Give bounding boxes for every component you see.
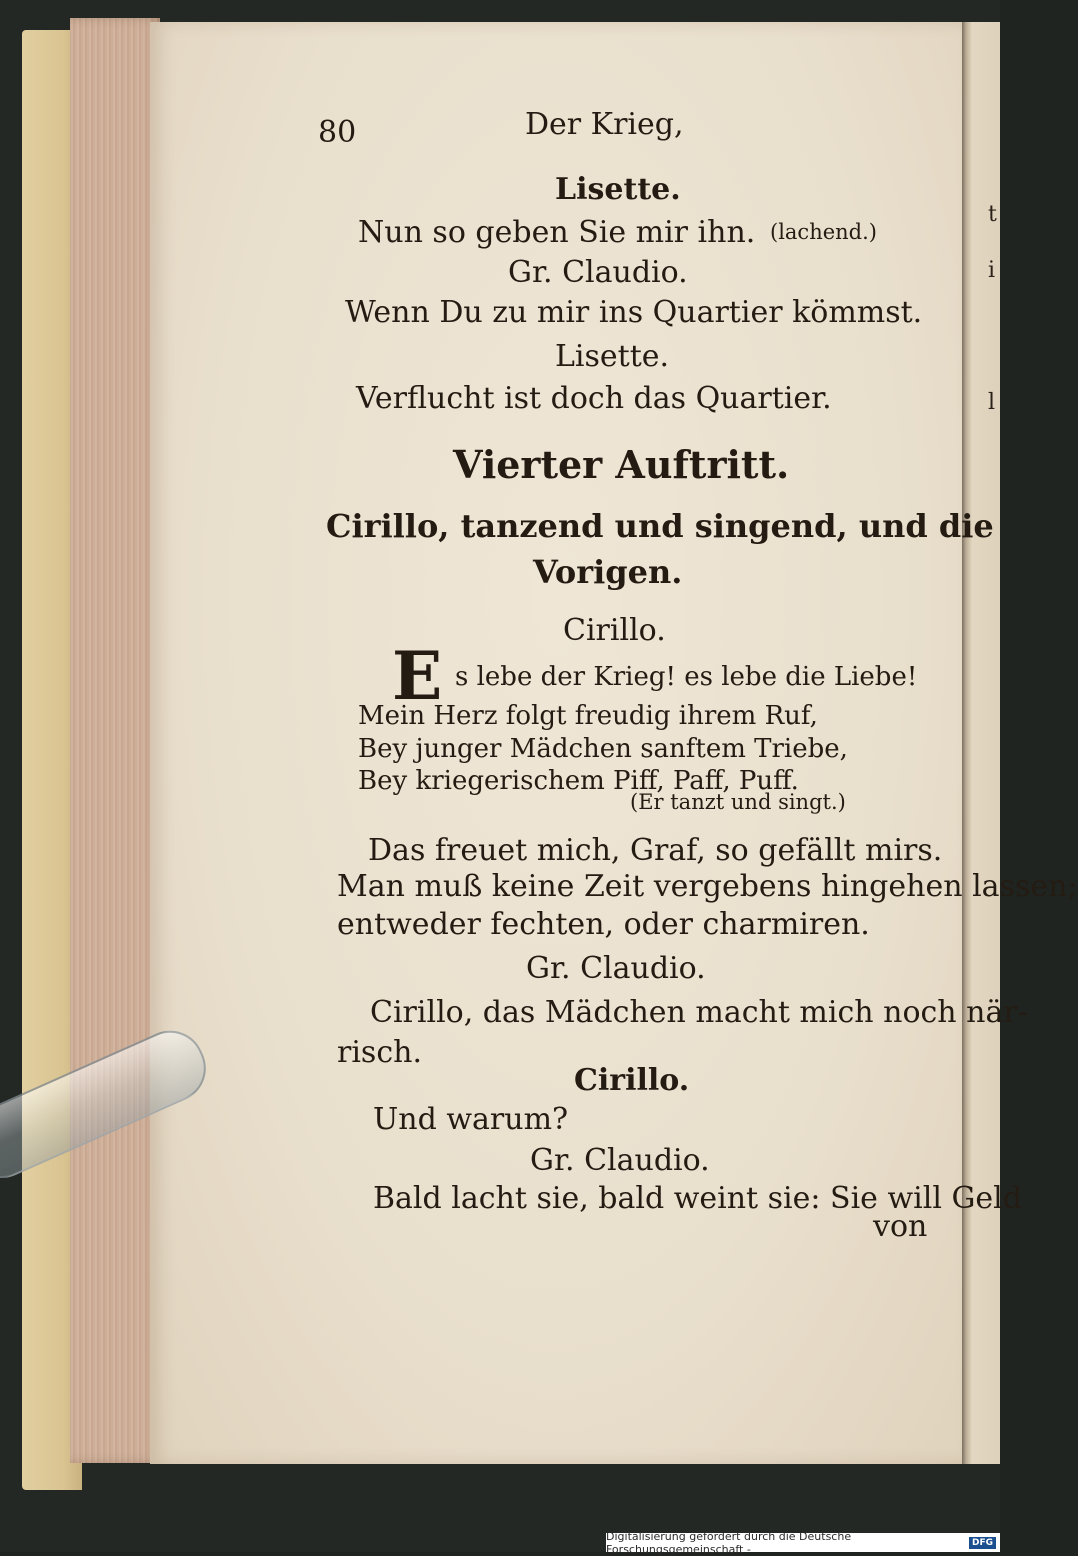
speaker-name: Gr. Claudio. xyxy=(530,1143,710,1178)
speech-line: Verflucht ist doch das Quartier. xyxy=(356,381,832,416)
scene-heading: Vierter Auftritt. xyxy=(453,442,790,487)
speech-line: Bald lacht sie, bald weint sie: Sie will Geld xyxy=(373,1181,1022,1216)
speaker-name: Cirillo. xyxy=(563,613,666,648)
facing-page-fragment: i xyxy=(988,258,996,283)
speech-line: Man muß keine Zeit vergebens hingehen lassen; xyxy=(337,869,1078,904)
speech-line: entweder fechten, oder charmiren. xyxy=(337,907,870,942)
speaker-name: Lisette. xyxy=(555,172,681,207)
facing-page-fragment: l xyxy=(988,390,996,415)
scene-description: Cirillo, tanzend und singend, und die xyxy=(326,507,994,545)
running-head: Der Krieg, xyxy=(525,107,684,142)
speech-line: Nun so geben Sie mir ihn. xyxy=(358,215,756,250)
page-number: 80 xyxy=(318,115,357,150)
scene-description: Vorigen. xyxy=(533,553,683,591)
verse-line: Mein Herz folgt freudig ihrem Ruf, xyxy=(358,701,818,731)
speaker-name: Gr. Claudio. xyxy=(508,255,688,290)
speaker-name: Gr. Claudio. xyxy=(526,951,706,986)
stage-direction: (Er tanzt und singt.) xyxy=(630,790,846,814)
verse-line: Bey kriegerischem Piff, Paff, Puff. xyxy=(358,766,799,796)
footer-text: Digitalisierung gefördert durch die Deutsche Forschungsgemeinschaft - xyxy=(606,1529,852,1556)
stage-direction: (lachend.) xyxy=(770,220,877,244)
speech-line: Und warum? xyxy=(373,1102,569,1137)
speech-line: Cirillo, das Mädchen macht mich noch när- xyxy=(370,995,1028,1030)
speech-line: Wenn Du zu mir ins Quartier kömmst. xyxy=(345,295,923,330)
catchword: von xyxy=(873,1209,928,1244)
verse-line: Bey junger Mädchen sanftem Triebe, xyxy=(358,734,848,764)
speech-line: Das freuet mich, Graf, so gefällt mirs. xyxy=(368,833,943,868)
speech-line: risch. xyxy=(337,1035,422,1070)
verse-line: s lebe der Krieg! es lebe die Liebe! xyxy=(455,662,918,692)
speaker-name: Lisette. xyxy=(555,339,670,374)
speaker-name: Cirillo. xyxy=(574,1063,690,1098)
digitization-footer xyxy=(606,1529,1000,1556)
facing-page-fragment: t xyxy=(988,202,997,227)
drop-cap: E xyxy=(392,637,443,715)
dfg-logo: DFG xyxy=(969,1537,996,1549)
